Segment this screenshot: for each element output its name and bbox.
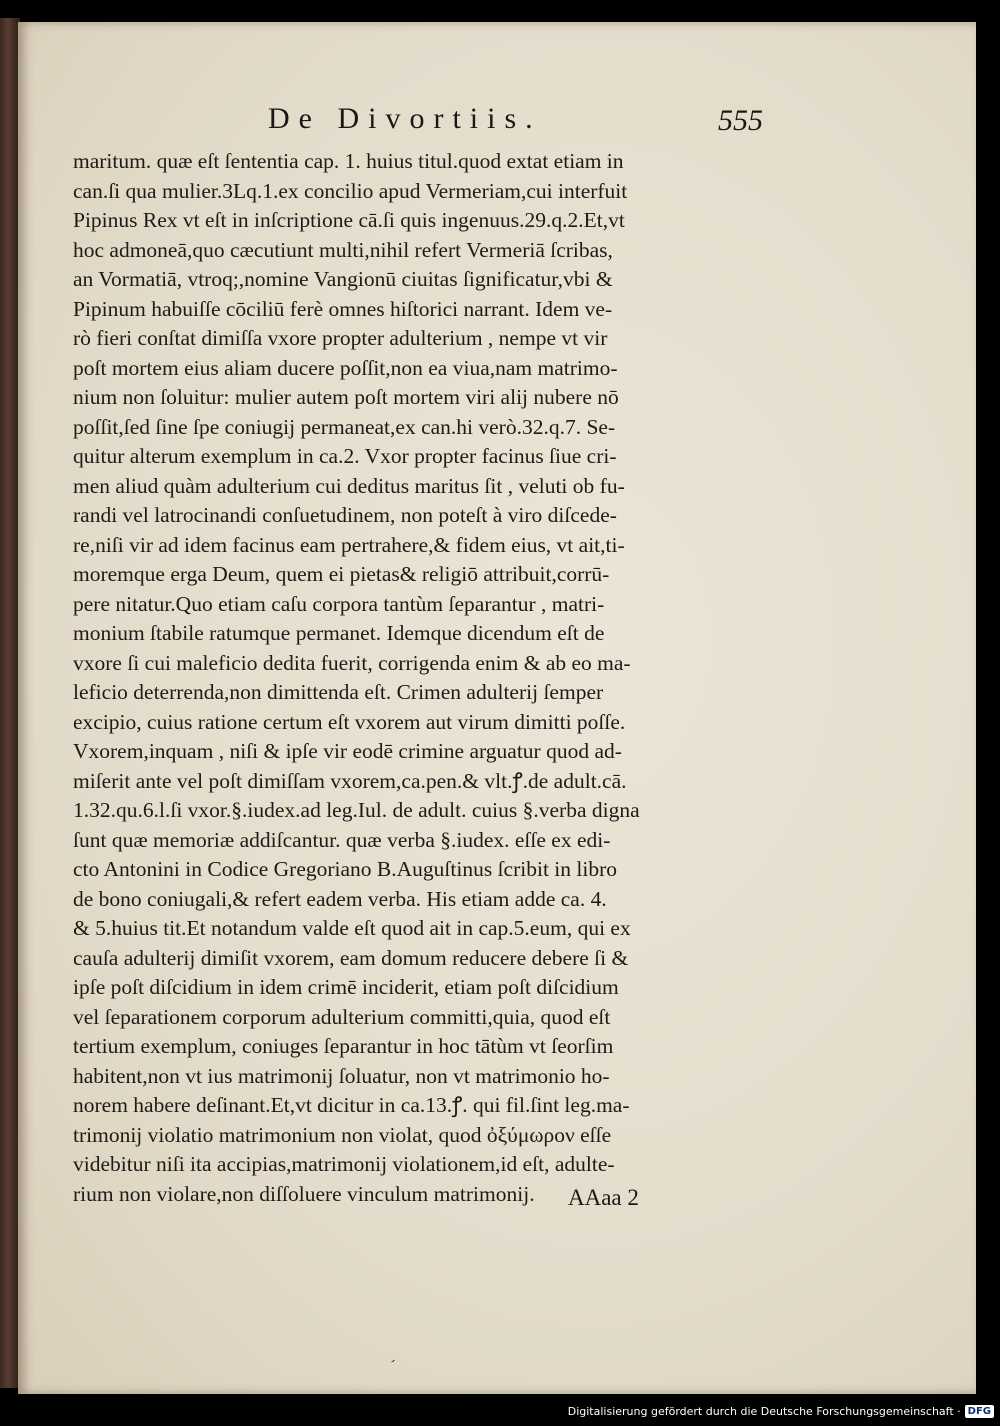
text-line: trimonij violatio matrimonium non violat, quod ὀξύμωρον eſſe (73, 1122, 612, 1147)
book-page (18, 22, 976, 1394)
signature-mark: AAaa 2 (568, 1185, 639, 1210)
text-line: cauſa adulterij dimiſit vxorem, eam domum reducere debere ſi & (73, 945, 629, 970)
text-line: nium non ſoluitur: mulier autem poſt mortem viri alij nubere nō (73, 385, 619, 409)
digitization-footer (568, 1400, 994, 1422)
body-text (73, 147, 773, 1209)
text-line: Pipinus Rex vt eſt in inſcriptione cā.ſi quis ingenuus.29.q.2.Et,vt (73, 208, 625, 232)
text-line: videbitur niſi ita accipias,matrimonij violationem,id eſt, adulte- (73, 1152, 615, 1176)
text-line: re,niſi vir ad idem facinus eam pertrahere,& fidem eius, vt ait,ti- (73, 532, 625, 557)
text-line: hoc admoneā,quo cæcutiunt multi,nihil refert Vermeriā ſcribas, (73, 237, 613, 262)
footer-credit: Digitalisierung gefördert durch die Deutsche Forschungsgemeinschaft · (567, 1404, 961, 1418)
running-head: De Divortiis. (268, 102, 542, 135)
text-line: Vxorem,inquam , niſi & ipſe vir eodē crimine arguatur quod ad- (73, 739, 622, 763)
text-line: miſerit ante vel poſt dimiſſam vxorem,ca.pen.& vlt.ꝭ.de adult.cā. (73, 768, 627, 793)
text-line: norem habere deſinant.Et,vt dicitur in ca.13.ꝭ. qui fil.ſint leg.ma- (73, 1093, 630, 1117)
text-line: maritum. quæ eſt ſententia cap. 1. huius titul.quod extat etiam in (73, 149, 624, 173)
text-line: poſſit,ſed ſine ſpe coniugij permaneat,ex can.hi verò.32.q.7. Se- (73, 414, 616, 439)
text-line: 1.32.qu.6.l.ſi vxor.§.iudex.ad leg.Iul. de adult. cuius §.verba digna (73, 798, 640, 822)
text-line: rium non violare,non diſſoluere vinculum matrimonij. (73, 1181, 535, 1206)
text-line: randi vel latrocinandi conſuetudinem, non poteſt à viro diſcede- (73, 503, 617, 527)
text-line: habitent,non vt ius matrimonij ſoluatur, non vt matrimonio ho- (73, 1063, 610, 1088)
paper-blemish: ʼ (384, 1356, 397, 1374)
text-line: ſunt quæ memoriæ addiſcantur. quæ verba §.iudex. eſſe ex edi- (73, 827, 611, 852)
dfg-logo: DFG (965, 1405, 994, 1418)
text-line: cto Antonini in Codice Gregoriano B.Auguſtinus ſcribit in libro (73, 857, 618, 881)
text-line: pere nitatur.Quo etiam caſu corpora tantùm ſeparantur , matri- (73, 591, 605, 616)
text-line: can.ſi qua mulier.3Lq.1.ex concilio apud Vermeriam,cui interfuit (73, 178, 628, 203)
text-line: ipſe poſt diſcidium in idem crimē inciderit, etiam poſt diſcidium (73, 975, 619, 999)
text-line: men aliud quàm adulterium cui deditus maritus ſit , veluti ob fu- (73, 473, 625, 498)
text-line: monium ſtabile ratumque permanet. Idemque dicendum eſt de (73, 621, 605, 645)
text-line: moremque erga Deum, quem ei pietas& religiō attribuit,corrū- (73, 562, 610, 586)
text-line: vxore ſi cui maleficio dedita fuerit, corrigenda enim & ab eo ma- (73, 650, 631, 675)
book-spine (0, 18, 20, 1388)
text-line: Pipinum habuiſſe cōciliū ferè omnes hiſtorici narrant. Idem ve- (73, 296, 613, 321)
text-line: tertium exemplum, coniuges ſeparantur in hoc tātùm vt ſeorſim (73, 1034, 614, 1058)
text-line: rò fieri conſtat dimiſſa vxore propter adulterium , nempe vt vir (73, 326, 608, 350)
page-number: 555 (718, 104, 763, 137)
text-line: poſt mortem eius aliam ducere poſſit,non ea viua,nam matrimo- (73, 355, 618, 380)
text-line: & 5.huius tit.Et notandum valde eſt quod ait in cap.5.eum, qui ex (73, 916, 631, 940)
text-line: an Vormatiā, vtroq;,nomine Vangionū ciuitas ſignificatur,vbi & (73, 267, 613, 291)
text-line: excipio, cuius ratione certum eſt vxorem aut virum dimitti poſſe. (73, 709, 626, 734)
text-line: leficio deterrenda,non dimittenda eſt. Crimen adulterij ſemper (73, 680, 604, 704)
text-line: vel ſeparationem corporum adulterium committi,quia, quod eſt (73, 1004, 611, 1029)
text-line: de bono coniugali,& refert eadem verba. His etiam adde ca. 4. (73, 886, 607, 911)
text-line: quitur alterum exemplum in ca.2. Vxor propter facinus ſiue cri- (73, 444, 617, 468)
